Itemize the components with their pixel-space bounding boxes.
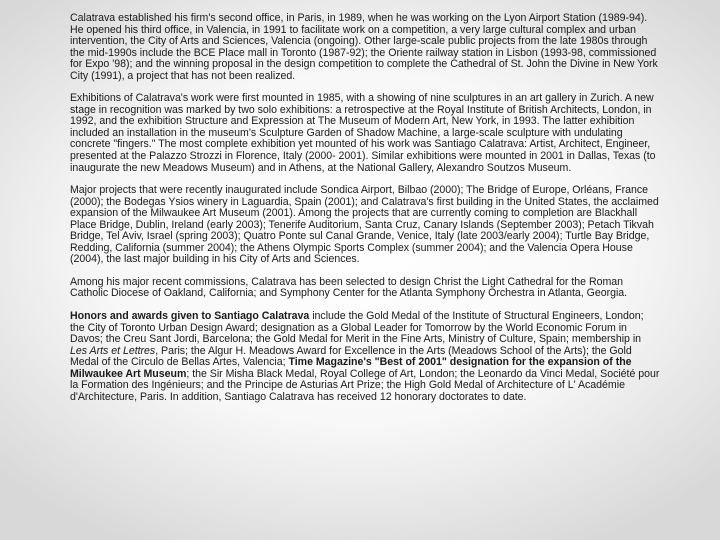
italic-text: Les Arts et Lettres	[70, 344, 156, 357]
paragraph-text: ; the Sir Misha Black Medal, Royal College of Art, London; the Leonardo da Vinci Medal, Société pour la Formation des Ingénieurs; and the Principe de Asturias Art Prize; the High Gold Medal of Architecture of L' Académie d'Architecture, Paris. In addition, Santiago Calatrava has received 12 honorary doctorates to date.	[70, 367, 660, 403]
paragraph-text: Exhibitions of Calatrava's work were first mounted in 1985, with a showing of nine sculptures in an art gallery in Zurich. A new stage in recognition was marked by two solo exhibitions: a retrospective at the Royal Institute of British Architects, London, in 1992, and the exhibition Structure and Expression at The Museum of Modern Art, New York, in 1993. The latter exhibition included an installation in the museum's Sculpture Garden of Shadow Machine, a large-scale sculpture with undulating concrete "fingers." The most complete exhibition yet mounted of his work was Santiago Calatrava: Artist, Architect, Engineer, presented at the Palazzo Strozzi in Florence, Italy (2000- 2001). Similar exhibitions were mounted in 2001 in Dallas, Texas (to inaugurate the new Meadows Museum) and in Athens, at the National Gallery, Alexandro Soutzos Museum.	[70, 92, 656, 174]
honors-heading-text: Honors and awards given to Santiago Calatrava	[70, 310, 310, 323]
paragraph-text: Among his major recent commissions, Calatrava has been selected to design Christ the Light Cathedral for the Roman Catholic Diocese of Oakland, California; and Symphony Center for the Atlanta Symphony Orchestra in Atlanta, Georgia.	[70, 275, 628, 300]
paragraph-paris-office	[70, 13, 660, 82]
document-body	[70, 13, 660, 414]
paragraph-text: Calatrava established his firm's second office, in Paris, in 1989, when he was working on the Lyon Airport Station (1989-94). He opened his third office, in Valencia, in 1991 to facilitate work on a competition, a very large cultural complex and urban intervention, the City of Arts and Sciences, Valencia (ongoing). Other large-scale public projects from the late 1980s through the mid-1990s include the BCE Place mall in Toronto (1987-92); the Oriente railway station in Lisbon (1993-98, commissioned for Expo '98); and the winning proposal in the design competition to complete the Cathedral of St. John the Divine in New York City (1991), a project that has not been realized.	[70, 12, 658, 82]
paragraph-recent-commissions	[70, 277, 660, 300]
paragraph-major-projects	[70, 185, 660, 266]
bold-award-text: Time Magazine's "Best of 2001" designation for the expansion of the Milwaukee Art Museum	[70, 356, 632, 380]
paragraph-text: include the Gold Medal of the Institute of Structural Engineers, London; the City of Toronto Urban Design Award; designation as a Global Leader for Tomorrow by the World Economic Forum in Davos; the Creu Sant Jordi, Barcelona; the Gold Medal for Merit in the Fine Arts, Ministry of Culture, Spain; membership in	[70, 310, 644, 346]
paragraph-exhibitions	[70, 93, 660, 174]
paragraph-text: , Paris; the Algur H. Meadows Award for Excellence in the Arts (Meadows School of the Arts); the Gold Medal of the Circulo de Bellas Artes, Valencia;	[70, 344, 632, 369]
paragraph-text: Major projects that were recently inaugurated include Sondica Airport, Bilbao (2000); The Bridge of Europe, Orléans, France (2000); the Bodegas Ysios winery in Laguardia, Spain (2001); and Calatrava's first building in the United States, the acclaimed expansion of the Milwaukee Art Museum (2001). Among the projects that are currently coming to completion are Blackhall Place Bridge, Dublin, Ireland (early 2003); Tenerife Auditorium, Santa Cruz, Canary Islands (September 2003); Petach Tikvah Bridge, Tel Aviv, Israel (spring 2003); Quatro Ponte sul Canal Grande, Venice, Italy (late 2003/early 2004); Turtle Bay Bridge, Redding, California (summer 2004); the Athens Olympic Sports Complex (summer 2004); and the Valencia Opera House (2004), the last major building in his City of Arts and Sciences.	[70, 184, 659, 266]
paragraph-honors-awards	[70, 311, 660, 403]
